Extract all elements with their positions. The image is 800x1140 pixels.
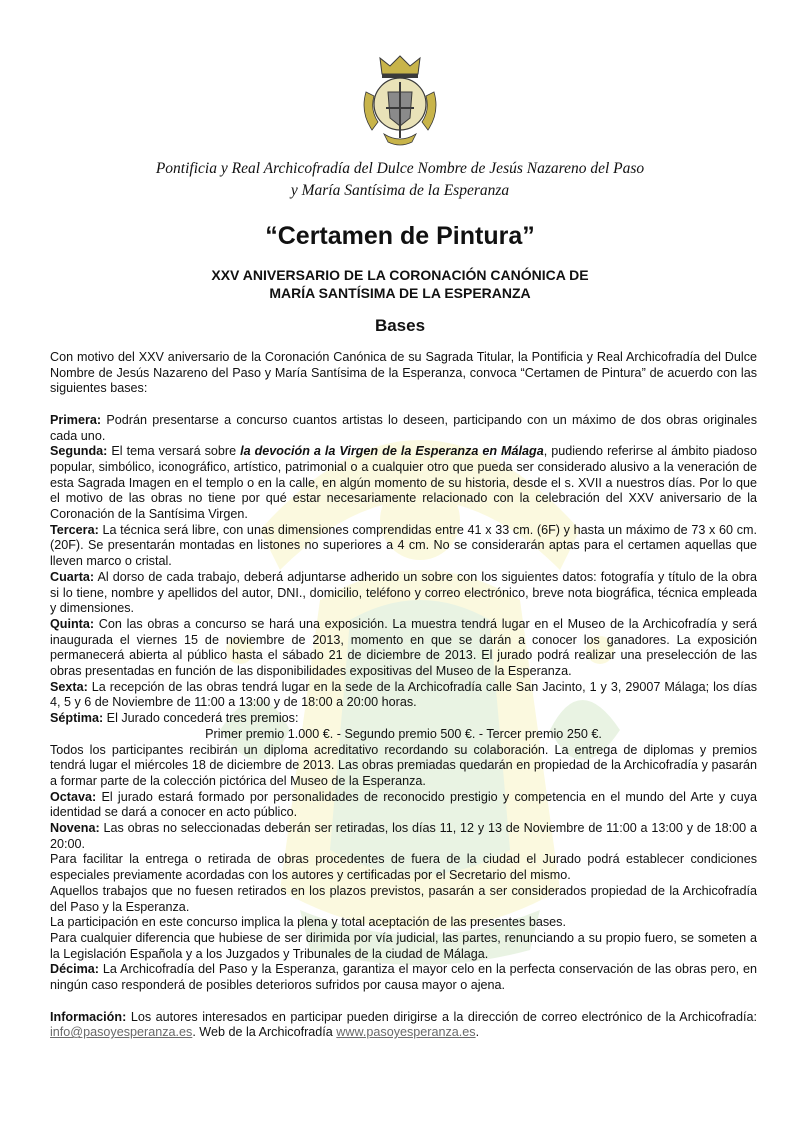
- website-link[interactable]: www.pasoyesperanza.es: [336, 1025, 476, 1040]
- clause-decima: [50, 962, 757, 993]
- clause-text: . Web de la Archicofradía: [192, 1025, 337, 1040]
- clause-text: El tema versará sobre: [107, 444, 241, 459]
- novena-paragraph: Aquellos trabajos que no fuesen retirados en los plazos previstos, pasarán a ser considerados propiedad de la Archicofradía del Paso y la Esperanza.: [50, 883, 757, 914]
- bases-heading: Bases: [374, 316, 426, 335]
- document-body: [50, 350, 757, 1041]
- clause-sexta: [50, 680, 757, 711]
- clause-octava: [50, 790, 757, 821]
- org-line-2: y María Santísima de la Esperanza: [290, 182, 510, 199]
- clause-label: Quinta:: [50, 616, 95, 631]
- page-title: “Certamen de Pintura”: [265, 222, 535, 250]
- clause-segunda: [50, 444, 757, 523]
- clause-text: El jurado estará formado por personalidades de reconocido prestigio y competencia en el mundo del Arte y cuya identidad se dará a conocer en acto público.: [50, 789, 757, 820]
- subtitle-line-2: MARÍA SANTÍSIMA DE LA ESPERANZA: [269, 285, 531, 301]
- clause-text: Las obras no seleccionadas deberán ser retiradas, los días 11, 12 y 13 de Noviembre de 11:00 a 13:00 y de 18:00 a 20:00.: [50, 821, 757, 851]
- email-link[interactable]: info@pasoyesperanza.es: [50, 1025, 193, 1040]
- clause-septima: [50, 711, 757, 727]
- informacion-paragraph: [50, 1010, 757, 1041]
- intro-paragraph: Con motivo del XXV aniversario de la Coronación Canónica de su Sagrada Titular, la Pontificia y Real Archicofradía del Dulce Nombre de Jesús Nazareno del Paso y María Santísima de la Esperanza, convoca “Certamen de Pintura” de acuerdo con las siguientes bases:: [50, 350, 757, 396]
- theme-emphasis: la devoción a la Virgen de la Esperanza en Málaga: [240, 444, 544, 459]
- clause-label: Primera:: [50, 412, 102, 427]
- clause-text: La recepción de las obras tendrá lugar en la sede de la Archicofradía calle San Jacinto, 1 y 3, 29007 Málaga; los días 4, 5 y 6 de Noviembre de 11:00 a 13:00 y de 18:00 a 20:00 horas.: [50, 679, 757, 710]
- clause-quinta: [50, 617, 757, 680]
- org-line-1: Pontificia y Real Archicofradía del Dulce Nombre de Jesús Nazareno del Paso: [155, 160, 645, 177]
- clause-label: Segunda:: [50, 444, 108, 459]
- clause-text: .: [475, 1025, 480, 1040]
- novena-paragraph: Para cualquier diferencia que hubiese de ser dirimida por vía judicial, las partes, renunciando a su propio fuero, se someten a la Legislación Española y a los Juzgados y Tribunales de la ciudad de Málaga.: [50, 931, 757, 961]
- clause-label: Décima:: [50, 962, 99, 977]
- clause-text: , pudiendo referirse al ámbito piadoso popular, simbólico, iconográfico, artístico, patrimonial o a cualquier otro que pueda ser considerado alusivo a la veneración de esta Sagrada Imagen en el templo o en la calle, en algún momento de su historia, desde el s. XVII a nuestros días. Por lo que el motivo de las obras no tiene por qué estar necesariamente relacionado con la celebración del XXV aniversario de la Coronación de la Santísima Virgen.: [50, 444, 757, 522]
- clause-cuarta: [50, 570, 757, 617]
- clause-text: El Jurado concederá tres premios:: [103, 711, 299, 726]
- clause-label: Tercera:: [50, 522, 99, 537]
- clause-text: Al dorso de cada trabajo, deberá adjuntarse adherido un sobre con los siguientes datos: fotografía y título de la obra si lo tiene, nombre y apellidos del autor, DNI., domicilio, teléfono y correo electrónico, breve nota biográfica, técnica empleada y dimensiones.: [50, 569, 757, 616]
- clause-text: Con las obras a concurso se hará una exposición. La muestra tendrá lugar en el Museo de la Archicofradía y será inaugurada el viernes 15 de noviembre de 2013, momento en que se darán a conocer los ganadores. La exposición permanecerá abierta al público hasta el sábado 21 de diciembre de 2013. El jurado podrá realizar una preselección de las obras presentadas en función de las disponibilidades expositivas del Museo de la Esperanza.: [50, 616, 757, 679]
- clause-label: Novena:: [50, 821, 100, 836]
- clause-label: Cuarta:: [50, 569, 95, 584]
- novena-paragraph: La participación en este concurso implica la plena y total aceptación de las presentes bases.: [50, 915, 566, 930]
- clause-novena: [50, 821, 757, 852]
- clause-label: Octava:: [50, 789, 97, 804]
- clause-tercera: [50, 523, 757, 570]
- clause-text: La técnica será libre, con unas dimensiones comprendidas entre 41 x 33 cm. (6F) y hasta un máximo de 73 x 60 cm. (20F). Se presentarán montadas en listones no superiores a 4 cm. No se considerarán aptas para el certamen aquellas que lleven marco o cristal.: [50, 522, 757, 569]
- septima-continuation: Todos los participantes recibirán un diploma acreditativo recordando su colaboración. La entrega de diplomas y premios tendrá lugar el miércoles 18 de diciembre de 2013. Las obras premiadas quedarán en propiedad de la Archicofradía y pasarán a formar parte de la colección pictórica del Museo de la Esperanza.: [50, 742, 757, 788]
- archicofradia-crest-logo: [358, 52, 442, 148]
- clause-text: La Archicofradía del Paso y la Esperanza, garantiza el mayor celo en la perfecta conservación de las obras pero, en ningún caso responderá de posibles deterioros sufridos por causa mayor o ajena.: [50, 962, 757, 993]
- clause-label: Séptima:: [50, 711, 104, 726]
- clause-primera: [50, 413, 757, 444]
- clause-label: Sexta:: [50, 679, 88, 694]
- clause-label: Información:: [50, 1009, 127, 1024]
- clause-text: Los autores interesados en participar pueden dirigirse a la dirección de correo electrónico de la Archicofradía:: [126, 1009, 757, 1024]
- prizes-line: Primer premio 1.000 €. - Segundo premio 500 €. - Tercer premio 250 €.: [205, 726, 602, 741]
- page-subtitle: [40, 266, 760, 302]
- clause-text: Podrán presentarse a concurso cuantos artistas lo deseen, participando con un máximo de dos obras originales cada uno.: [50, 412, 757, 443]
- organization-name: [40, 158, 760, 202]
- subtitle-line-1: XXV ANIVERSARIO DE LA CORONACIÓN CANÓNICA DE: [211, 267, 589, 283]
- novena-paragraph: Para facilitar la entrega o retirada de obras procedentes de fuera de la ciudad el Jurado podrá establecer condiciones especiales previamente acordadas con los autores y certificadas por el Secretario del mismo.: [50, 852, 757, 883]
